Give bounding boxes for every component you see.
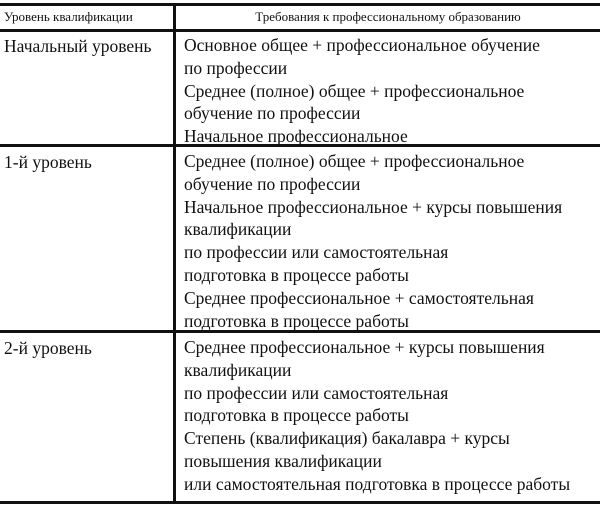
level-cell: Начальный уровень [4,36,152,56]
requirement-line: Степень (квалификация) бакалавра + курсы [184,428,510,449]
requirement-line: обучение по профессии [184,173,361,194]
table-bottom-border [0,501,600,504]
requirement-line: Начальное профессиональное [184,126,408,147]
requirement-line: квалификации [184,359,292,380]
requirement-line: Начальное профессиональное + курсы повышения [184,196,563,217]
level-cell: 1-й уровень [4,152,92,172]
requirement-line: или самостоятельная подготовка в процессе работы [184,473,571,494]
requirement-line: по профессии [184,57,288,78]
requirement-line: по профессии или самостоятельная [184,242,449,263]
requirement-line: повышения квалификации [184,450,382,471]
requirement-line: обучение по профессии [184,103,361,124]
requirement-line: Среднее профессиональное + курсы повышения [184,337,545,357]
level-cell: 2-й уровень [4,338,92,358]
column-divider [173,3,176,503]
requirement-line: подготовка в процессе работы [184,310,409,331]
requirement-line: Среднее (полное) общее + профессиональное [184,151,525,171]
requirement-line: подготовка в процессе работы [184,264,409,285]
header-separator [0,29,600,32]
requirements-cell [184,34,600,148]
requirement-line: квалификации [184,219,292,240]
requirement-line: по профессии или самостоятельная [184,382,449,403]
requirements-cell [184,336,600,496]
requirement-line: Среднее (полное) общее + профессиональное [184,80,525,101]
requirement-line: Основное общее + профессиональное обучение [184,35,540,55]
header-level: Уровень квалификации [4,9,133,24]
header-requirements: Требования к профессиональному образованию [255,9,521,24]
requirements-cell [184,150,600,332]
requirement-line: Среднее профессиональное + самостоятельная [184,287,534,308]
requirement-line: подготовка в процессе работы [184,405,409,426]
